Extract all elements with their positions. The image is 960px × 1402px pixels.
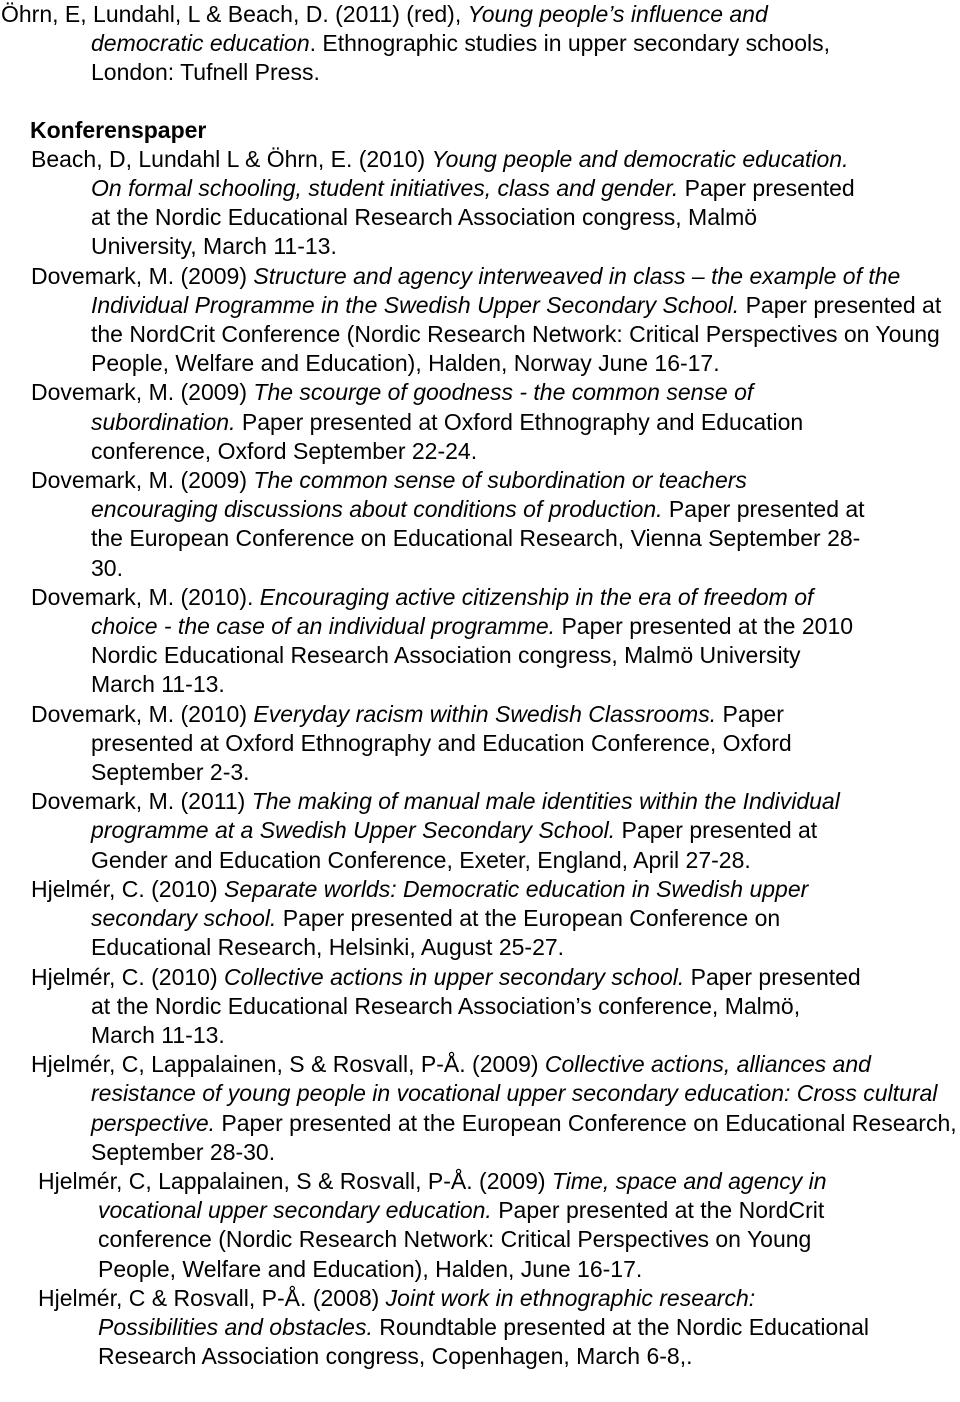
entry-title: Young people and democratic education. On formal schooling, student initiatives, class and gender.: [91, 145, 849, 202]
entry-authors: Dovemark, M. (2009): [31, 379, 254, 406]
reference-entry: [0, 1050, 960, 1167]
entry-details: . Ethnographic studies in upper secondary schools, London: Tufnell Press.: [91, 30, 830, 86]
entry-title: The common sense of subordination or teachers encouraging discussions about conditions of production.: [91, 467, 747, 523]
entry-title: Separate worlds: Democratic education in Swedish upper secondary school.: [91, 875, 809, 932]
entry-authors: Hjelmér, C, Lappalainen, S & Rosvall, P-Å. (2009): [31, 1051, 545, 1078]
entry-authors: Hjelmér, C. (2010): [31, 963, 225, 990]
entry-title: Time, space and agency in vocational upper secondary education.: [98, 1167, 827, 1224]
section-heading: Konferenspaper: [30, 116, 207, 143]
reference-entry: [0, 1284, 869, 1372]
reference-entry: [0, 700, 869, 788]
reference-entry: [0, 378, 869, 466]
entry-authors: Hjelmér, C. (2010): [31, 875, 225, 902]
entry-details: Paper presented at the European Conference on Educational Research, Vienna September 28-30.: [91, 496, 865, 581]
entry-authors: Hjelmér, C & Rosvall, P-Å. (2008): [38, 1284, 386, 1311]
entry-authors: Dovemark, M. (2009): [31, 262, 254, 289]
entry-details: Paper presented at Oxford Ethnography and Education Conference, Oxford September 2-3.: [91, 700, 792, 786]
entry-details: Paper presented at the NordCrit Conference (Nordic Research Network: Critical Perspectives on Young People, Welfare and Education), Halden, Norway June 16-17.: [91, 291, 942, 377]
entry-authors: Dovemark, M. (2009): [31, 467, 254, 494]
reference-entry: [0, 787, 869, 875]
entry-details: Paper presented at Gender and Education Conference, Exeter, England, April 27-28.: [91, 817, 818, 873]
entry-authors: Dovemark, M. (2010).: [31, 583, 260, 610]
entry-title: The scourge of goodness - the common sense of subordination.: [91, 379, 754, 435]
reference-entry: [0, 1167, 869, 1284]
entry-details: Paper presented at the European Conference on Educational Research, September 28-30.: [91, 1109, 957, 1165]
entry-authors: Dovemark, M. (2011): [31, 788, 252, 815]
entry-title: Joint work in ethnographic research: Possibilities and obstacles.: [98, 1284, 756, 1340]
reference-entry: [0, 875, 869, 963]
entry-title: Collective actions, alliances and resistance of young people in vocational upper secondary education: Cross cultural perspective.: [91, 1051, 938, 1136]
entry-title: Young people’s influence and democratic education: [91, 1, 768, 57]
entry-authors: Dovemark, M. (2010): [31, 700, 254, 727]
entry-title: Collective actions in upper secondary school.: [224, 963, 685, 990]
reference-entry: [0, 963, 869, 1051]
reference-entry: [0, 583, 869, 700]
entry-title: Encouraging active citizenship in the era of freedom of choice - the case of an individual programme.: [91, 583, 814, 640]
entry-details: Paper presented at the European Conference on Educational Research, Helsinki, August 25-27.: [91, 905, 781, 961]
reference-entry: [0, 0, 869, 88]
entry-details: Paper presented at the NordCrit conference (Nordic Research Network: Critical Perspectives on Young People, Welfare and Education), Halden, June 16-17.: [98, 1197, 825, 1282]
entry-details: Paper presented at the Nordic Educational Research Association’s conference, Malmö, March 11-13.: [91, 963, 861, 1048]
entry-details: Roundtable presented at the Nordic Educational Research Association congress, Copenhagen, March 6-8,.: [98, 1313, 869, 1370]
entry-title: The making of manual male identities within the Individual programme at a Swedish Upper Secondary School.: [91, 788, 840, 844]
section-spacer: [0, 88, 960, 116]
reference-entry: [0, 262, 960, 379]
entry-authors: Öhrn, E, Lundahl, L & Beach, D. (2011) (red),: [1, 1, 468, 27]
entry-title: Everyday racism within Swedish Classrooms.: [253, 700, 717, 727]
entry-authors: Hjelmér, C, Lappalainen, S & Rosvall, P-Å. (2009): [38, 1167, 552, 1194]
entry-authors: Beach, D, Lundahl L & Öhrn, E. (2010): [31, 145, 432, 172]
entry-details: Paper presented at Oxford Ethnography and Education conference, Oxford September 22-24.: [91, 408, 804, 464]
entry-title: Structure and agency interweaved in class – the example of the Individual Programme in the Swedish Upper Secondary School.: [91, 262, 901, 318]
reference-entry: [0, 145, 869, 262]
entry-details: Paper presented at the Nordic Educational Research Association congress, Malmö University, March 11-13.: [91, 175, 855, 260]
entry-details: Paper presented at the 2010 Nordic Educational Research Association congress, Malmö University March 11-13.: [91, 613, 854, 698]
reference-entry: [0, 466, 869, 583]
